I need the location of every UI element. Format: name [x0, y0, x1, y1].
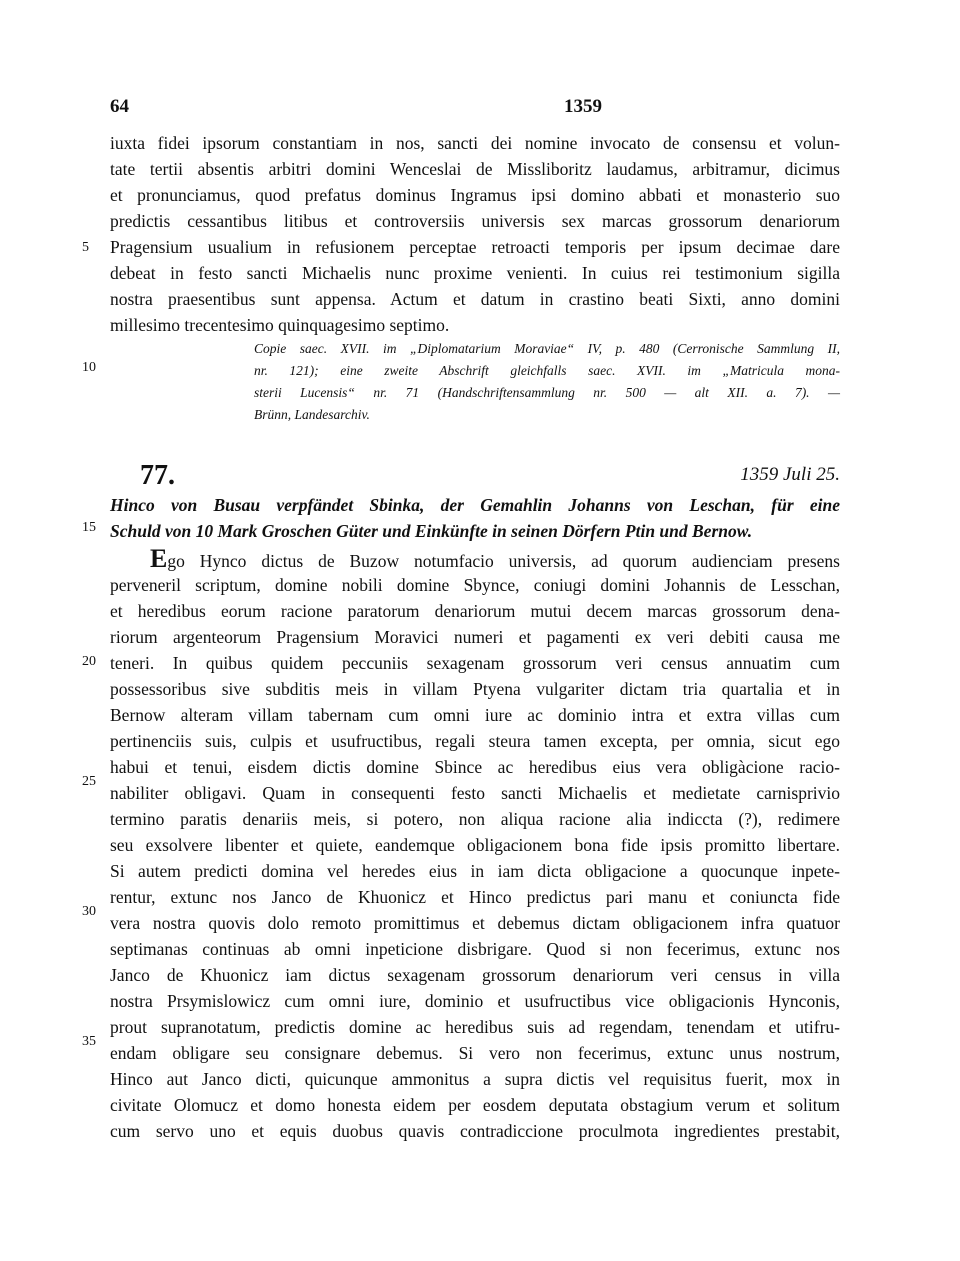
- text-line: predictis cessantibus litibus et controversiis universis sex marcas grossorum denariorum: [110, 211, 840, 231]
- text-line: endam obligare seu consignare debemus. Si vero non fecerimus, extunc unus nostrum,: [110, 1043, 840, 1063]
- line-number: 20: [82, 654, 96, 669]
- line-number: 30: [82, 904, 96, 919]
- line-number: 15: [82, 520, 96, 535]
- document-number: 77.: [140, 460, 175, 491]
- source-note-line: Brünn, Landesarchiv.: [254, 407, 370, 422]
- text-line: nostra Prsymislowicz cum omni iure, dominio et usufructibus vice obligacionis Hynconis,: [110, 991, 840, 1011]
- text-line: rentur, extunc nos Janco de Khuonicz et Hinco predictus pari manu et coniuncta fide: [110, 887, 840, 907]
- text-line: habui et tenui, eisdem dictis domine Sbince ac heredibus eius vera obligàcione racio-: [110, 757, 840, 777]
- document-date: 1359 Juli 25.: [740, 464, 840, 485]
- line-number: 5: [82, 240, 89, 255]
- source-note-line: sterii Lucensis“ nr. 71 (Handschriftensammlung nr. 500 — alt XII. a. 7). —: [254, 385, 840, 400]
- first-line-text: go Hynco dictus de Buzow notumfacio universis, ad quorum audienciam presens: [167, 551, 840, 571]
- text-line: nabiliter obligavi. Quam in consequenti festo sancti Michaelis et medietate carnisprivio: [110, 783, 840, 803]
- text-line: nostra praesentibus sunt appensa. Actum et datum in crastino beati Sixti, anno domini: [110, 289, 840, 309]
- running-header: [110, 96, 840, 120]
- line-number: 25: [82, 774, 96, 789]
- text-line: iuxta fidei ipsorum constantiam in nos, sancti dei nomine invocato de consensu et volun-: [110, 133, 840, 153]
- document-summary-line: Hinco von Busau verpfändet Sbinka, der Gemahlin Johanns von Leschan, für eine: [110, 495, 840, 515]
- text-line: Bernow alteram villam tabernam cum omni iure ac dominio intra et extra villas cum: [110, 705, 840, 725]
- line-number: 35: [82, 1034, 96, 1049]
- source-note-line: nr. 121); eine zweite Abschrift gleichfalls saec. XVII. im „Matricula mona-: [254, 363, 840, 378]
- first-text-line: [150, 546, 840, 572]
- text-line: prout supranotatum, predictis domine ac heredibus suis ad regendam, tenendam et utifru-: [110, 1017, 840, 1037]
- text-line: et pronunciamus, quod prefatus dominus Ingramus ipsi domino abbati et monasterio suo: [110, 185, 840, 205]
- text-line: tate tertii absentis arbitri domini Wenceslai de Missliboritz laudamus, arbitramur, dicimus: [110, 159, 840, 179]
- text-line: perveneril scriptum, domine nobili domine Sbynce, coniugi domini Johannis de Lesschan,: [110, 575, 840, 595]
- text-line: cum servo uno et equis duobus quavis contradiccione proculmota ingredientes prestabit,: [110, 1121, 840, 1141]
- text-line: vera nostra quovis dolo remoto promittimus et debemus dictam obligacionem infra quatuor: [110, 913, 840, 933]
- text-line: septimanas continuas ab omni inpeticione disbrigare. Quod si non fecerimus, extunc nos: [110, 939, 840, 959]
- page-number: 64: [110, 96, 129, 117]
- header-year: 1359: [564, 96, 602, 117]
- text-line: possessoribus sive subditis meis in villam Ptyena vulgariter dictam tria quartalia et in: [110, 679, 840, 699]
- text-line: Janco de Khuonicz iam dictus sexagenam grossorum denariorum veri census in villa: [110, 965, 840, 985]
- text-line: civitate Olomucz et domo honesta eidem per eosdem deputata obstagium verum et solitum: [110, 1095, 840, 1115]
- text-line: millesimo trecentesimo quinquagesimo septimo.: [110, 315, 450, 335]
- text-line: Pragensium usualium in refusionem perceptae retroacti temporis per ipsum decimae dare: [110, 237, 840, 257]
- text-line: riorum argenteorum Pragensium Moravici numeri et pagamenti ex veri debiti causa me: [110, 627, 840, 647]
- text-line: Hinco aut Janco dicti, quicunque ammonitus a supra dictis vel requisitus fuerit, mox in: [110, 1069, 840, 1089]
- source-note-line: Copie saec. XVII. im „Diplomatarium Moraviae“ IV, p. 480 (Cerronische Sammlung II,: [254, 341, 840, 356]
- line-number: 10: [82, 360, 96, 375]
- document-summary-line: Schuld von 10 Mark Groschen Güter und Einkünfte in seinen Dörfern Ptin und Bernow.: [110, 521, 753, 541]
- text-line: teneri. In quibus quidem peccuniis sexagenam grossorum veri census annuatim cum: [110, 653, 840, 673]
- text-line: termino paratis denariis meis, si potero, non aliqua racione alia indiccta (?), redimere: [110, 809, 840, 829]
- text-line: seu exsolvere libenter et quiete, eandemque obligacionem bona fide ipsis promitto libertare.: [110, 835, 840, 855]
- text-line: et heredibus eorum racione paratorum denariorum mutui decem marcas grossorum dena-: [110, 601, 840, 621]
- text-line: pertinenciis suis, culpis et usufructibus, regali steura tamen excepta, per omnia, sicut ego: [110, 731, 840, 751]
- text-line: Si autem predicti domina vel heredes eius in iam dicta obligacione a quocunque inpete-: [110, 861, 840, 881]
- text-line: debeat in festo sancti Michaelis nunc proxime venienti. In cuius rei testimonium sigilla: [110, 263, 840, 283]
- drop-initial: E: [150, 544, 168, 573]
